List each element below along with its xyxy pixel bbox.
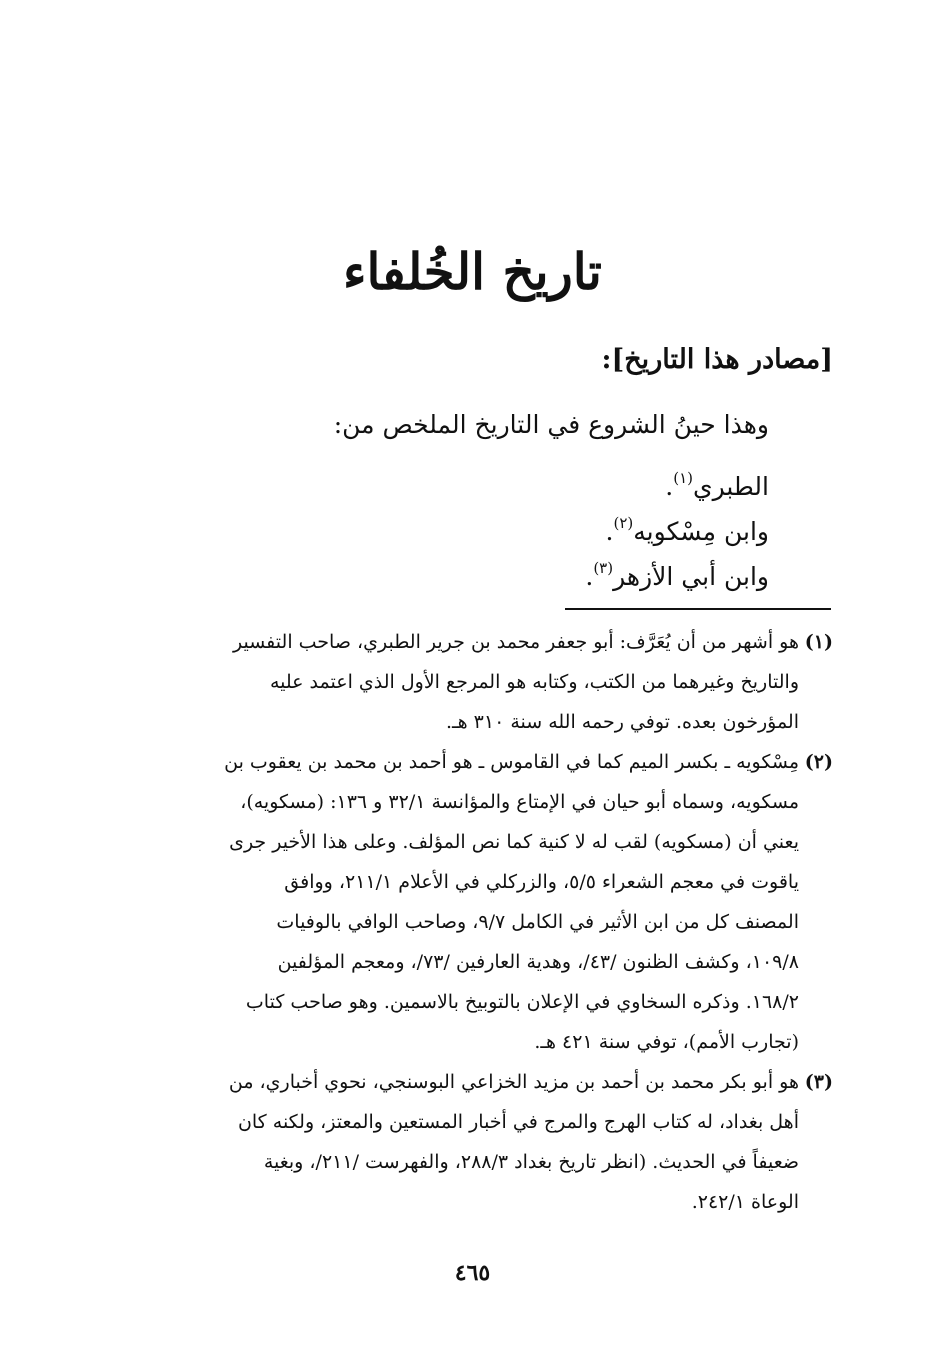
footnote-line: هو أشهر من أن يُعَرَّف: أبو جعفر محمد بن جرير الطبري، صاحب التفسير — [233, 631, 799, 653]
footnote-number: (٣) — [804, 1071, 833, 1093]
footnote-number: (١) — [804, 631, 833, 653]
footnote-line: والتاريخ وغيرهما من الكتب، وكتابه هو المرجع الأول الذي اعتمد عليه — [269, 671, 799, 693]
source-end: . — [605, 517, 614, 546]
footnote-line: يعني أن (مسكويه) لقب له لا كنية كما نص المؤلف. وعلى هذا الأخير جرى — [229, 831, 799, 853]
footnote-line: أهل بغداد، له كتاب الهرج والمرج في أخبار المستعين والمعتز، ولكنه كان — [237, 1111, 799, 1133]
footnote-ref: (٣) — [593, 559, 614, 577]
footnote-3 — [111, 1062, 833, 1222]
footnote-line: هو أبو بكر محمد بن أحمد بن مزيد الخزاعي البوسنجي، نحوي أخباري، من — [228, 1071, 799, 1093]
source-name: الطبري — [693, 472, 769, 501]
section-heading: [مصادر هذا التاريخ]: — [601, 344, 833, 375]
footnote-divider — [565, 608, 831, 610]
footnote-2 — [111, 742, 833, 1062]
sources-list — [585, 458, 769, 593]
source-item — [585, 458, 769, 503]
source-name: وابن مِسْكويه — [633, 517, 769, 546]
footnote-1 — [111, 622, 833, 742]
source-name: وابن أبي الأزهر — [613, 562, 769, 591]
footnote-number: (٢) — [804, 751, 833, 773]
footnote-line: المؤرخون بعده. توفي رحمه الله سنة ٣١٠ هـ. — [445, 711, 799, 733]
source-item — [585, 503, 769, 548]
footnote-line: ضعيفاً في الحديث. (انظر تاريخ بغداد ٢٨٨/٣، والفهرست /٢١١/، وبغية — [263, 1151, 799, 1173]
footnote-line: المصنف كل من ابن الأثير في الكامل ٩/٧، وصاحب الوافي بالوفيات — [276, 911, 799, 933]
source-end: . — [585, 562, 594, 591]
page-number: ٤٦٥ — [454, 1260, 491, 1286]
source-end: . — [665, 472, 674, 501]
intro-line: وهذا حينُ الشروع في التاريخ الملخص من: — [333, 410, 769, 439]
book-title: تاريخ الخُلفاء — [343, 242, 602, 301]
footnote-line: ياقوت في معجم الشعراء ٥/٥، والزركلي في الأعلام ٢١١/١، ووافق — [284, 871, 799, 893]
footnote-ref: (٢) — [613, 514, 634, 532]
footnote-line: (تجارب الأمم)، توفي سنة ٤٢١ هـ. — [534, 1031, 799, 1053]
footnote-line: الوعاة ٢٤٢/١. — [691, 1191, 799, 1213]
footnote-line: مِسْكويه ـ بكسر الميم كما في القاموس ـ هو أحمد بن محمد بن يعقوب بن — [224, 751, 799, 773]
footnote-line: مسكويه، وسماه أبو حيان في الإمتاع والمؤانسة ٣٢/١ و ١٣٦: (مسكويه)، — [240, 791, 799, 813]
footnote-line: ١٠٩/٨، وكشف الظنون /٤٣/، وهدية العارفين /٧٣/، ومعجم المؤلفين — [277, 951, 799, 973]
footnote-line: ١٦٨/٢. وذكره السخاوي في الإعلان بالتوبيخ بالاسمين. وهو صاحب كتاب — [245, 991, 799, 1013]
source-item — [585, 548, 769, 593]
footnote-ref: (١) — [673, 469, 694, 487]
footnotes — [111, 622, 833, 1222]
